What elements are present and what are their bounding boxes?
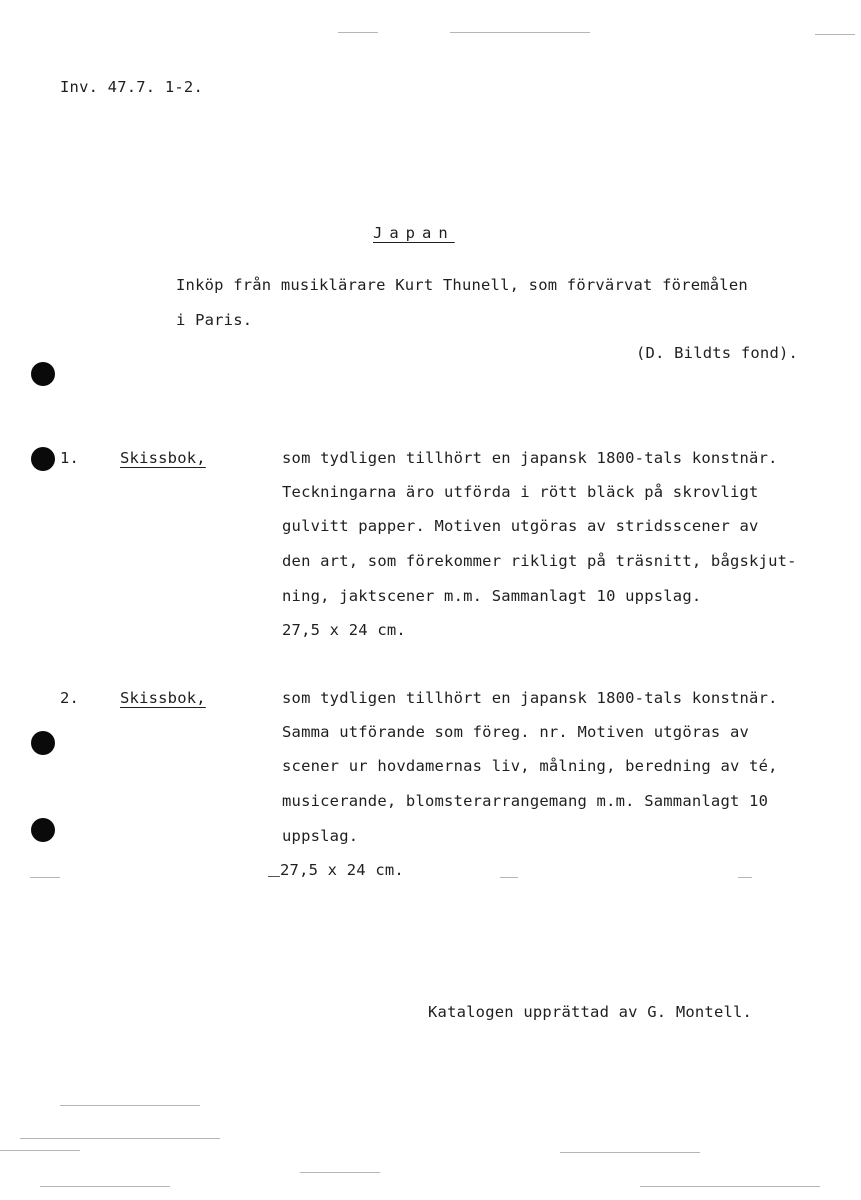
scan-speck [20,1138,220,1139]
scan-speck [30,877,60,878]
scan-speck [450,32,590,33]
entry-line: som tydligen tillhört en japansk 1800-tals konstnär. [282,689,778,707]
entry-dimensions: 27,5 x 24 cm. [280,861,404,879]
entry-number: 1. [60,449,80,467]
entry-line: Samma utförande som föreg. nr. Motiven utgöras av [282,723,750,741]
entry-line: som tydligen tillhört en japansk 1800-tals konstnär. [282,449,778,467]
scan-speck [640,1186,820,1187]
punch-hole [31,818,55,842]
entry-line: ning, jaktscener m.m. Sammanlagt 10 uppslag. [282,587,702,605]
document-title: Japan [373,224,455,242]
scan-speck [500,877,518,878]
entry-line: musicerande, blomsterarrangemang m.m. Sammanlagt 10 [282,792,769,810]
scan-speck [815,34,855,35]
punch-hole [31,362,55,386]
scan-speck [60,1105,200,1106]
entry-line: scener ur hovdamernas liv, målning, beredning av té, [282,757,778,775]
scan-speck [40,1186,170,1187]
entry-line: den art, som förekommer rikligt på träsnitt, bågskjut- [282,552,797,570]
scan-speck [560,1152,700,1153]
entry-number: 2. [60,689,80,707]
entry-line: gulvitt papper. Motiven utgöras av stridsscener av [282,517,759,535]
catalog-credit: Katalogen upprättad av G. Montell. [428,1003,753,1021]
fund-note: (D. Bildts fond). [636,344,799,362]
entry-line: Teckningarna äro utförda i rött bläck på skrovligt [282,483,759,501]
scan-speck [300,1172,380,1173]
punch-hole [31,731,55,755]
entry-line: uppslag. [282,827,359,845]
entry-name: Skissbok, [120,689,206,707]
scan-speck [338,32,378,33]
scan-speck [0,1150,80,1151]
scan-speck [268,876,280,877]
entry-dimensions: 27,5 x 24 cm. [282,621,406,639]
entry-name: Skissbok, [120,449,206,467]
intro-line: i Paris. [176,311,253,329]
punch-hole [31,447,55,471]
scan-speck [738,877,752,878]
inventory-number: Inv. 47.7. 1-2. [60,78,203,96]
intro-line: Inköp från musiklärare Kurt Thunell, som förvärvat föremålen [176,276,748,294]
